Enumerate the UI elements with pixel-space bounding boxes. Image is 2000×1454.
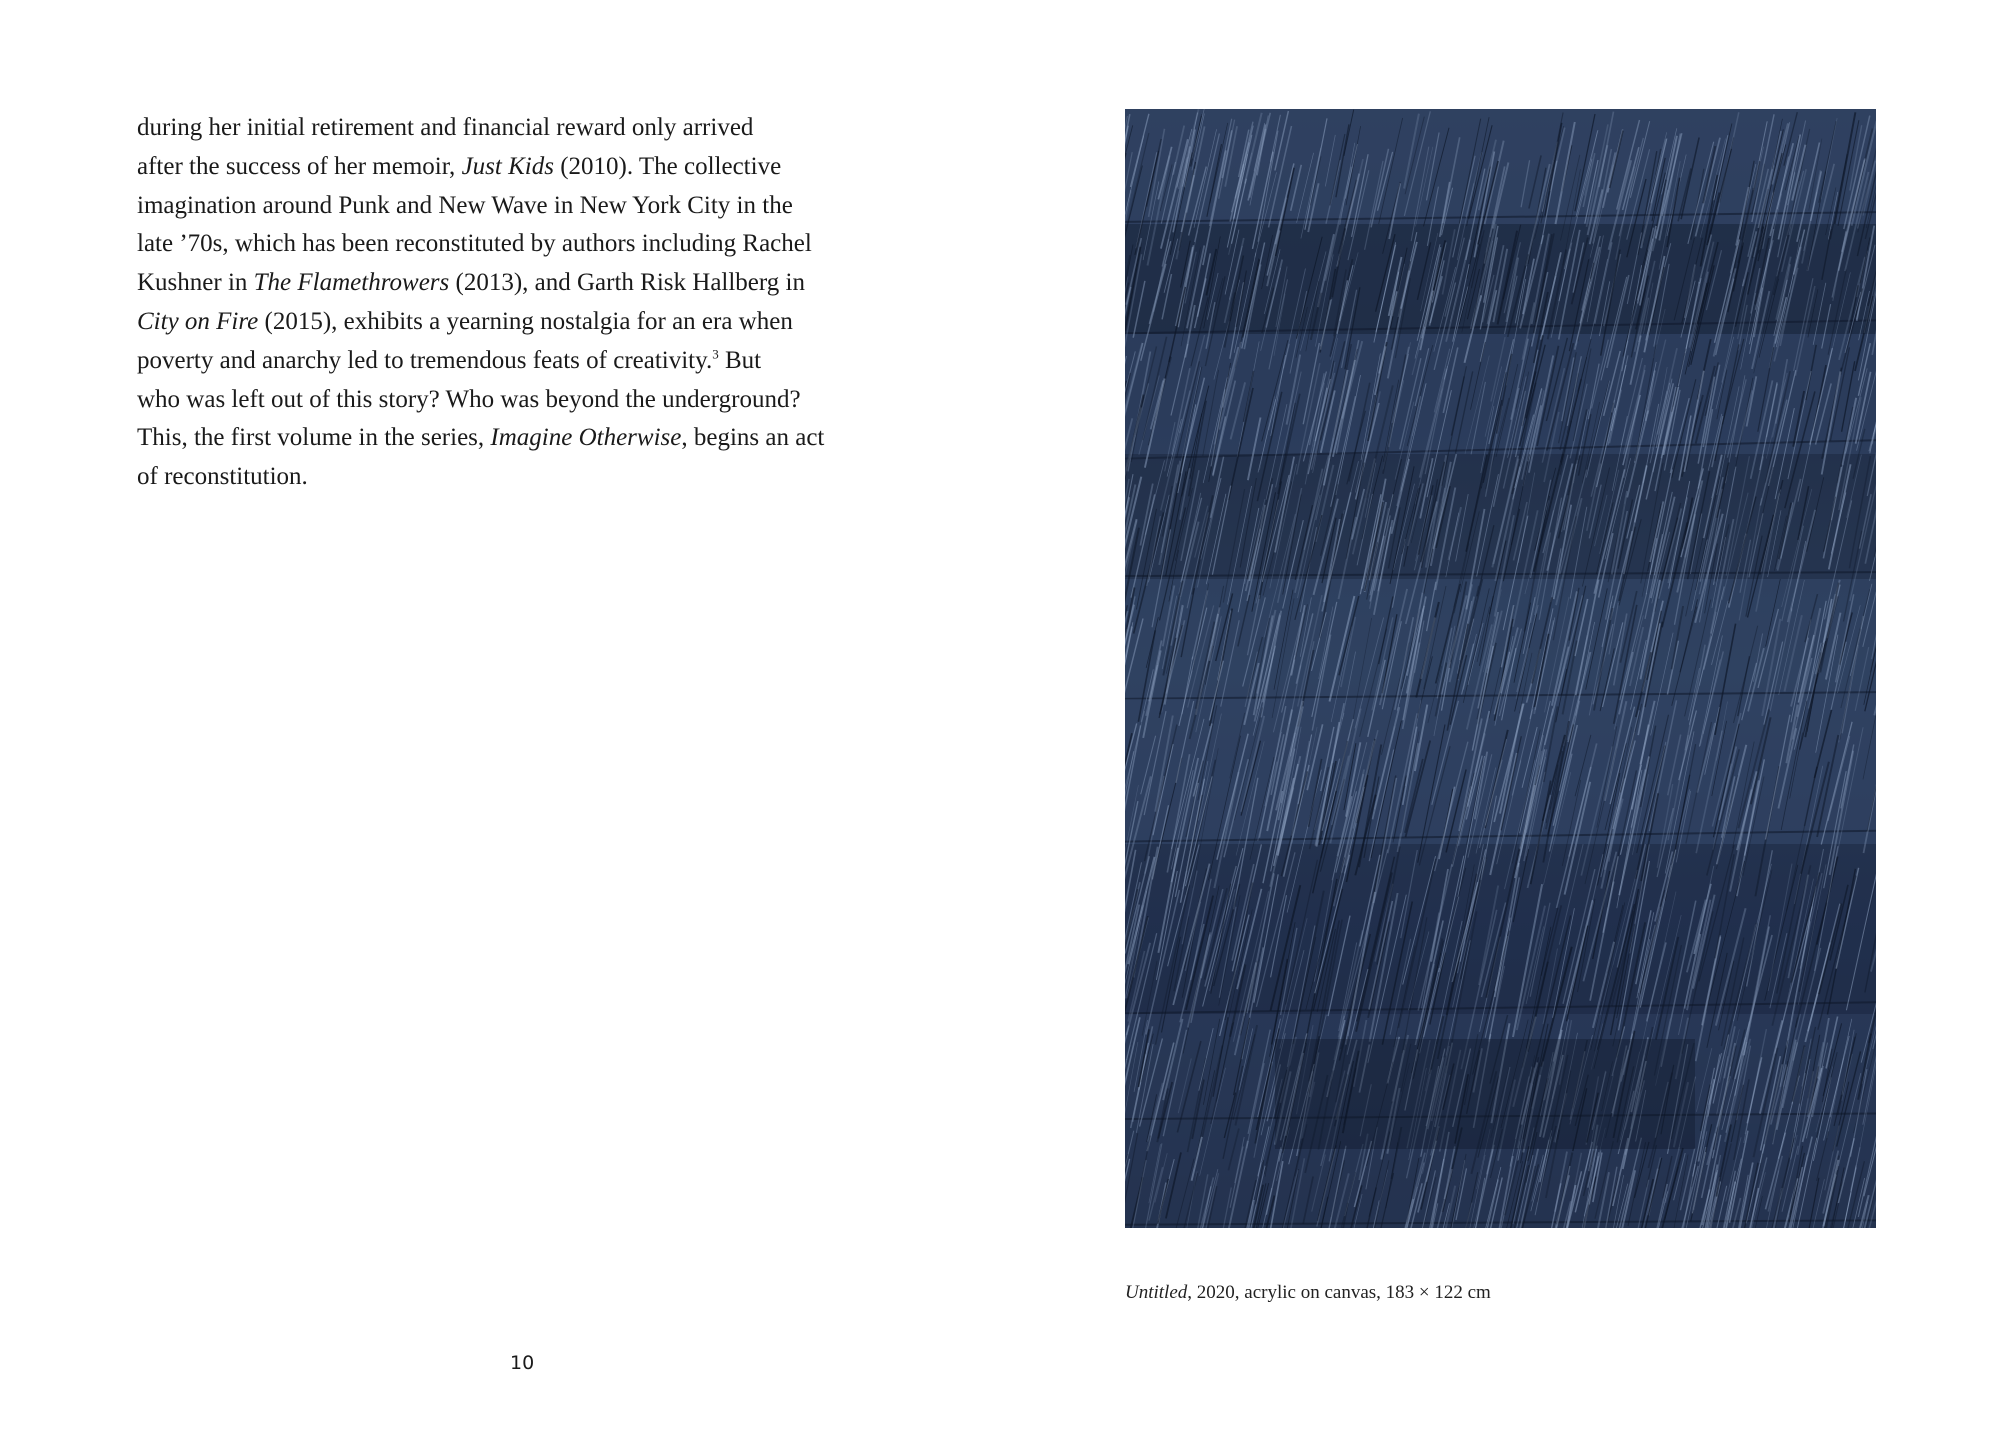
text-line (137, 109, 907, 148)
italic-title: City on Fire (137, 307, 259, 335)
italic-title: The Flamethrowers (253, 269, 450, 297)
text-run: (2015), exhibits a yearning nostalgia for an era when (258, 307, 793, 335)
text-run: (2010). The collective (553, 152, 782, 180)
text-run: who was left out of this story? Who was beyond the underground? (137, 385, 801, 413)
text-run: Kushner in (137, 269, 254, 297)
text-line (137, 419, 907, 458)
text-line (137, 225, 907, 264)
text-run: , begins an act (681, 424, 825, 452)
text-line (137, 381, 907, 420)
text-run: (2013), and Garth Risk Hallberg in (449, 269, 805, 297)
text-run: But (718, 346, 762, 374)
text-run: poverty and anarchy led to tremendous feats of creativity. (137, 346, 713, 374)
footnote-marker: 3 (712, 346, 719, 362)
text-run: of reconstitution. (137, 463, 308, 491)
italic-title: Just Kids (461, 152, 554, 180)
text-line (137, 458, 907, 497)
text-line (137, 303, 907, 342)
text-run: late ’70s, which has been reconstituted by authors including Rachel (137, 230, 812, 258)
italic-title: Imagine Otherwise (490, 424, 682, 452)
painting-texture (1125, 109, 1876, 1228)
text-run: during her initial retirement and financial reward only arrived (137, 114, 754, 141)
text-run: after the success of her memoir, (137, 152, 462, 180)
artwork-image (1125, 109, 1876, 1228)
caption-details: , 2020, acrylic on canvas, 183 × 122 cm (1187, 1282, 1491, 1303)
body-paragraph (137, 109, 907, 497)
text-run: imagination around Punk and New Wave in New York City in the (137, 191, 793, 219)
text-run: This, the first volume in the series, (137, 424, 491, 452)
caption-title: Untitled (1125, 1282, 1188, 1303)
text-line (137, 148, 907, 187)
artwork-caption (1125, 1282, 1491, 1304)
text-line (137, 264, 907, 303)
text-line (137, 342, 907, 381)
page-number: 10 (510, 1352, 535, 1374)
right-page (1000, 0, 2000, 1454)
text-line (137, 187, 907, 226)
